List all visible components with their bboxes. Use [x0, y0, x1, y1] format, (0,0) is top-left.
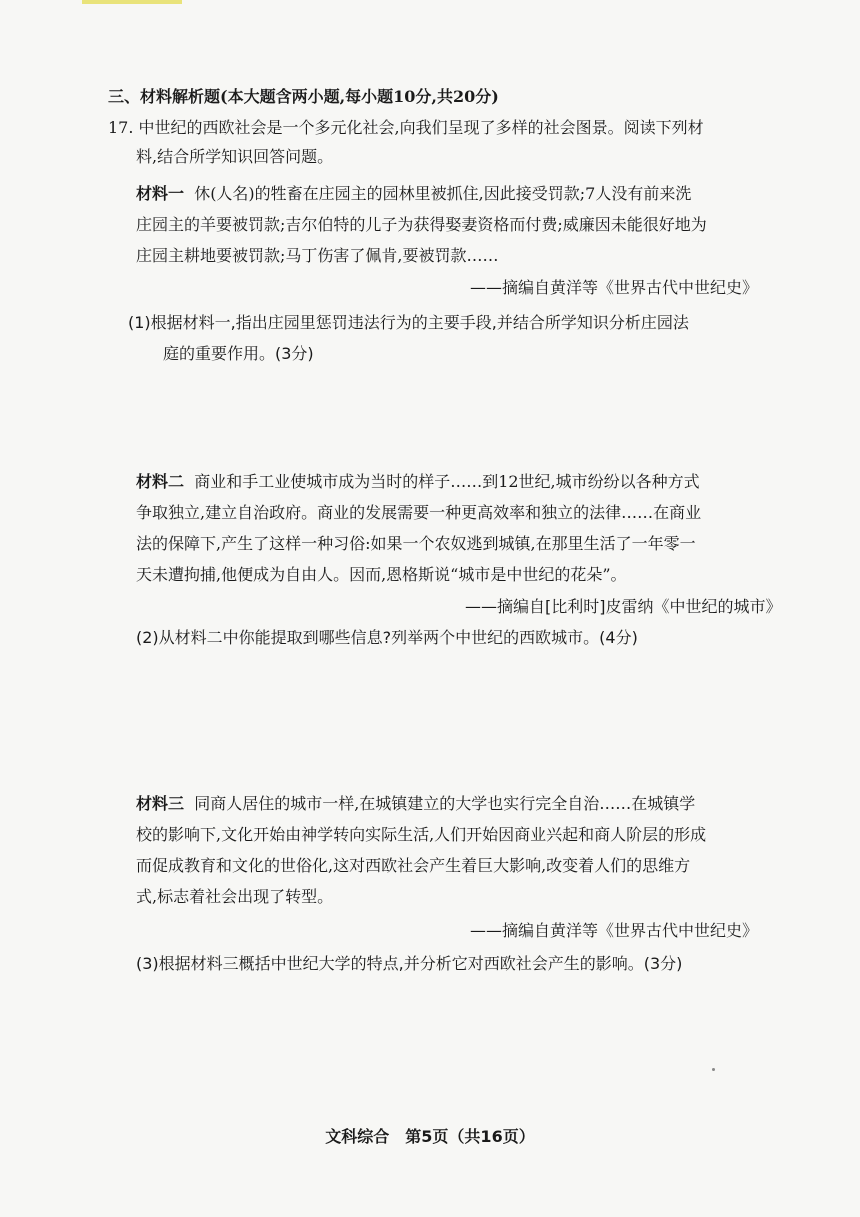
scan-highlight-mark [82, 0, 182, 4]
material-2-line-1 [136, 472, 700, 492]
material-3-text-1: 同商人居住的城市一样,在城镇建立的大学也实行完全自治……在城镇学 [194, 794, 696, 813]
material-2-label: 材料二 [136, 472, 185, 491]
material-3-line-2: 校的影响下,文化开始由神学转向实际生活,人们开始因商业兴起和商人阶层的形成 [136, 825, 707, 844]
material-2-source: ——摘编自[比利时]皮雷纳《中世纪的城市》 [465, 597, 782, 616]
section-heading: 三、材料解析题(本大题含两小题,每小题10分,共20分) [108, 87, 499, 106]
material-2-text-1: 商业和手工业使城市成为当时的样子……到12世纪,城市纷纷以各种方式 [194, 472, 700, 491]
material-1-line-1 [136, 184, 691, 204]
material-2-line-2: 争取独立,建立自治政府。商业的发展需要一种更高效率和独立的法律……在商业 [136, 503, 702, 522]
material-2-line-4: 天未遭拘捕,他便成为自由人。因而,恩格斯说“城市是中世纪的花朵”。 [136, 565, 627, 584]
material-1-line-3: 庄园主耕地要被罚款;马丁伤害了佩肯,要被罚款…… [136, 246, 499, 265]
question-17-stem-line-1: 17. 中世纪的西欧社会是一个多元化社会,向我们呈现了多样的社会图景。阅读下列材 [108, 118, 704, 137]
scan-dot [712, 1068, 715, 1071]
material-3-line-4: 式,标志着社会出现了转型。 [136, 887, 334, 906]
material-3-line-1 [136, 794, 695, 814]
question-17-stem-line-2: 料,结合所学知识回答问题。 [136, 147, 334, 166]
material-2-line-3: 法的保障下,产生了这样一种习俗:如果一个农奴逃到城镇,在那里生活了一年零一 [136, 534, 696, 553]
material-3-label: 材料三 [136, 794, 185, 813]
material-1-text-1: 休(人名)的牲畜在庄园主的园林里被抓住,因此接受罚款;7人没有前来洗 [194, 184, 692, 203]
sub-question-3-line-1: (3)根据材料三概括中世纪大学的特点,并分析它对西欧社会产生的影响。(3分) [136, 954, 683, 973]
sub-question-1-line-1: (1)根据材料一,指出庄园里惩罚违法行为的主要手段,并结合所学知识分析庄园法 [128, 313, 689, 332]
material-1-source: ——摘编自黄洋等《世界古代中世纪史》 [470, 278, 759, 297]
material-3-source: ——摘编自黄洋等《世界古代中世纪史》 [470, 921, 759, 940]
sub-question-1-line-2: 庭的重要作用。(3分) [163, 344, 314, 363]
sub-question-2-line-1: (2)从材料二中你能提取到哪些信息?列举两个中世纪的西欧城市。(4分) [136, 628, 638, 647]
page-footer: 文科综合 第5页（共16页） [325, 1127, 535, 1146]
material-1-label: 材料一 [136, 184, 185, 203]
material-3-line-3: 而促成教育和文化的世俗化,这对西欧社会产生着巨大影响,改变着人们的思维方 [136, 856, 691, 875]
material-1-line-2: 庄园主的羊要被罚款;吉尔伯特的儿子为获得娶妻资格而付费;威廉因未能很好地为 [136, 215, 707, 234]
